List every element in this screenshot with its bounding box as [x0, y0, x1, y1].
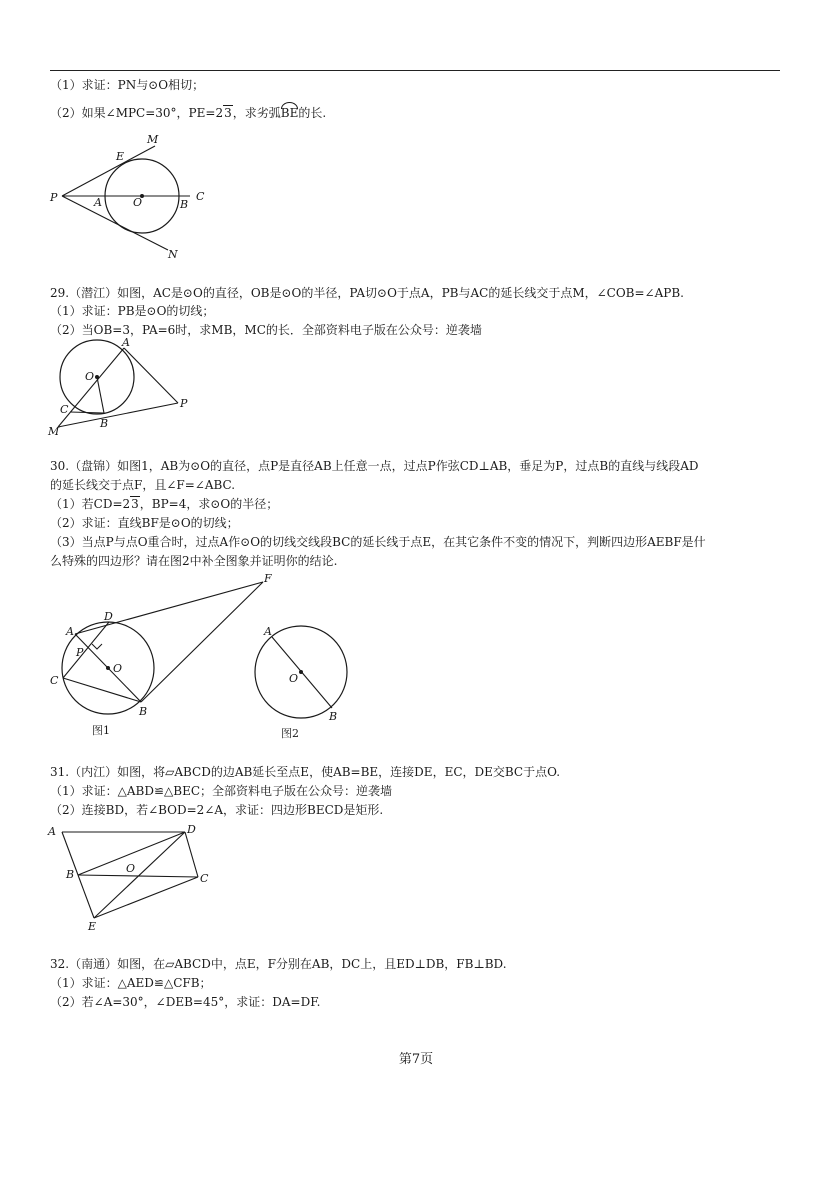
label-b: B — [180, 198, 189, 211]
center-dot — [106, 666, 110, 670]
label-e: E — [88, 920, 97, 933]
problem-32-q2: （2）若∠A=30°，∠DEB=45°，求证：DA=DF. — [50, 995, 321, 1009]
header-rule — [50, 70, 780, 71]
label-m: M — [48, 425, 60, 438]
label-b: B — [139, 705, 148, 718]
label-m: M — [147, 133, 159, 146]
label-a: A — [94, 196, 102, 209]
problem-31-q2: （2）连接BD，若∠BOD=2∠A，求证：四边形BECD是矩形. — [50, 803, 384, 817]
problem-29-q1: （1）求证：PB是⊙O的切线； — [50, 304, 215, 318]
line-af — [75, 582, 263, 634]
line-pm — [58, 403, 178, 427]
label-o: O — [85, 370, 95, 383]
label-a: A — [66, 625, 74, 638]
line-pa — [124, 348, 178, 403]
label-n: N — [168, 248, 178, 261]
p30-q1-text: （1）若CD=2 — [50, 497, 131, 511]
problem-31-stem: 31.（内江）如图，将▱ABCD的边AB延长至点E，使AB=BE，连接DE，EC，DE交BC于点O. — [50, 765, 561, 779]
label-b: B — [329, 710, 338, 723]
prev-question-1: （1）求证：PN与⊙O相切； — [50, 78, 205, 92]
label-b: B — [66, 868, 75, 881]
line-pn — [62, 196, 168, 250]
label-c: C — [200, 872, 209, 885]
prev-q2-arc: BE — [280, 106, 299, 120]
prev-q2-sqrt: 3 — [224, 106, 232, 120]
figure-tangent-circle — [40, 128, 220, 263]
line-pm — [62, 146, 155, 196]
p30-q1-post: ，BP=4，求⊙O的半径； — [139, 497, 279, 511]
label-a: A — [264, 625, 272, 638]
problem-30-q3-1: （3）当点P与点O重合时，过点A作⊙O的切线交线段BC的延长线于点E，在其它条件不变的情况下，判断四边形AEBF是什 — [50, 535, 706, 549]
line-dc — [185, 832, 198, 877]
figure-29 — [40, 335, 200, 440]
figure-30-2 — [250, 620, 365, 745]
problem-30-q3-2: 么特殊的四边形？请在图2中补全图象并证明你的结论. — [50, 554, 338, 568]
label-d: D — [187, 823, 196, 836]
label-b: B — [100, 417, 109, 430]
problem-29-q2: （2）当OB=3，PA=6时，求MB，MC的长．全部资料电子版在公众号：逆袭墙 — [50, 323, 482, 337]
label-p: P — [180, 397, 188, 410]
label-o: O — [289, 672, 299, 685]
line-cb — [70, 412, 104, 413]
p30-q1-sqrt: 3 — [131, 497, 139, 511]
center-dot — [299, 670, 303, 674]
label-c: C — [50, 674, 59, 687]
problem-30-stem-2: 的延长线交于点F，且∠F=∠ABC. — [50, 478, 236, 492]
prev-question-2 — [50, 106, 326, 120]
label-f: F — [264, 572, 272, 585]
problem-31-q1: （1）求证：△ABD≌△BEC；全部资料电子版在公众号：逆袭墙 — [50, 784, 393, 798]
label-p: P — [76, 646, 84, 659]
line-bf — [141, 582, 263, 702]
page-number: 第7页 — [398, 1052, 434, 1067]
center-dot — [95, 375, 99, 379]
prev-q2-mid: ，求劣弧 — [232, 106, 281, 120]
problem-32-q1: （1）求证：△AED≌△CFB； — [50, 976, 212, 990]
prev-q2-post: 的长. — [298, 106, 327, 120]
line-ec — [94, 877, 198, 918]
figure-31 — [40, 822, 220, 937]
label-o: O — [133, 196, 143, 209]
label-a: A — [48, 825, 56, 838]
label-a: A — [122, 336, 130, 349]
problem-32-stem: 32.（南通）如图，在▱ABCD中，点E，F分别在AB，DC上，且ED⊥DB，FB⊥BD. — [50, 957, 507, 971]
label-o: O — [113, 662, 123, 675]
caption-figure-1: 图1 — [92, 724, 110, 737]
right-angle-mark — [92, 644, 102, 649]
label-o: O — [126, 862, 136, 875]
label-e: E — [116, 150, 125, 163]
line-be — [78, 875, 94, 918]
label-c: C — [196, 190, 205, 203]
label-d: D — [104, 610, 113, 623]
problem-29-stem: 29.（潜江）如图，AC是⊙O的直径，OB是⊙O的半径，PA切⊙O于点A，PB与AC的延长线交于点M，∠COB=∠APB. — [50, 286, 684, 300]
label-c: C — [60, 403, 69, 416]
problem-30-stem-1: 30.（盘锦）如图1，AB为⊙O的直径，点P是直径AB上任意一点，过点P作弦CD⊥AB，垂足为P，过点B的直线与线段AD — [50, 459, 699, 473]
figure-30-1 — [40, 572, 280, 742]
problem-30-q2: （2）求证：直线BF是⊙O的切线； — [50, 516, 239, 530]
problem-30-q1 — [50, 497, 278, 511]
caption-figure-2: 图2 — [281, 727, 299, 740]
line-ob — [97, 377, 104, 413]
label-p: P — [50, 191, 58, 204]
prev-q2-text: （2）如果∠MPC=30°，PE=2 — [50, 106, 224, 120]
